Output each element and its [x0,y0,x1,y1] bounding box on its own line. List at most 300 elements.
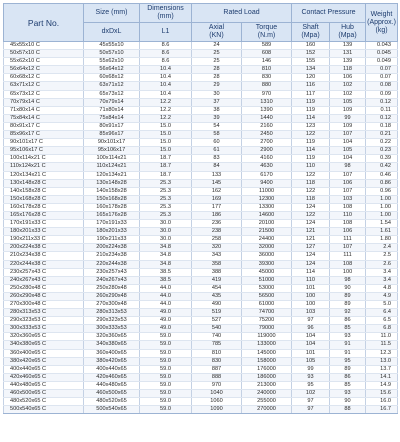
cell-hub: 118 [330,66,366,74]
cell-size: 260x290x48 [84,292,140,300]
cell-weight: 0.96 [366,187,398,195]
cell-size: 320x360x65 [84,333,140,341]
cell-l1: 59.0 [140,406,192,414]
cell-l1: 18.7 [140,163,192,171]
table-row [4,106,398,114]
cell-hub: 105 [330,98,366,106]
cell-hub: 88 [330,406,366,414]
cell-l1: 12.2 [140,106,192,114]
cell-hub: 102 [330,90,366,98]
header-size-group: Size (mm) [84,4,140,23]
cell-l1: 59.0 [140,333,192,341]
cell-size: 120x134x21 [84,171,140,179]
table-row [4,50,398,58]
cell-l1: 25.3 [140,211,192,219]
cell-hub: 98 [330,276,366,284]
cell-axial: 785 [192,341,242,349]
cell-torque: 880 [242,82,292,90]
cell-part-no: 140x158x28 C [4,187,84,195]
cell-weight: 1.61 [366,228,398,236]
cell-part-no: 170x191x33 C [4,220,84,228]
cell-part-no: 290x323x53 C [4,317,84,325]
cell-axial: 54 [192,122,242,130]
header-axial-label: Axial [208,24,225,31]
cell-axial: 133 [192,171,242,179]
cell-axial: 169 [192,195,242,203]
cell-shaft: 101 [292,284,330,292]
cell-size: 110x124x21 [84,163,140,171]
header-hub [330,23,366,42]
cell-axial: 30 [192,90,242,98]
cell-part-no: 71x80x14 C [4,106,84,114]
cell-size: 45x55x10 [84,42,140,50]
table-row [4,179,398,187]
cell-hub: 85 [330,325,366,333]
cell-l1: 15.0 [140,139,192,147]
cell-axial: 162 [192,187,242,195]
cell-torque: 6170 [242,171,292,179]
cell-l1: 15.0 [140,122,192,130]
cell-weight: 0.46 [366,171,398,179]
cell-part-no: 100x114x21 C [4,155,84,163]
cell-hub: 93 [330,333,366,341]
cell-torque: 53000 [242,284,292,292]
cell-shaft: 124 [292,203,330,211]
cell-part-no: 500x540x65 C [4,406,84,414]
cell-l1: 49.0 [140,317,192,325]
cell-size: 190x211x33 [84,236,140,244]
cell-hub: 106 [330,228,366,236]
cell-axial: 61 [192,147,242,155]
cell-shaft: 95 [292,381,330,389]
cell-weight: 15.6 [366,390,398,398]
cell-hub: 109 [330,122,366,130]
cell-shaft: 134 [292,66,330,74]
cell-shaft: 114 [292,147,330,155]
cell-shaft: 160 [292,42,330,50]
cell-torque: 830 [242,74,292,82]
cell-l1: 59.0 [140,365,192,373]
table-row [4,163,398,171]
cell-axial: 236 [192,220,242,228]
cell-l1: 59.0 [140,357,192,365]
header-axial [192,23,242,42]
cell-torque: 970 [242,90,292,98]
cell-weight: 16.0 [366,398,398,406]
cell-size: 160x178x28 [84,203,140,211]
cell-weight: 1.00 [366,195,398,203]
header-shaft-label: Shaft [302,24,319,31]
header-hub-unit: (Mpa) [338,32,357,39]
cell-size: 170x191x33 [84,220,140,228]
cell-size: 70x79x14 [84,98,140,106]
cell-weight: 13.7 [366,365,398,373]
cell-part-no: 190x211x33 C [4,236,84,244]
cell-weight: 1.80 [366,236,398,244]
cell-torque: 4160 [242,155,292,163]
header-weight [366,4,398,42]
cell-weight: 0.07 [366,66,398,74]
cell-axial: 540 [192,325,242,333]
cell-torque: 2160 [242,122,292,130]
cell-l1: 59.0 [140,390,192,398]
cell-hub: 105 [330,147,366,155]
cell-l1: 15.0 [140,131,192,139]
header-weight-approx: (Approx.) [367,18,396,26]
cell-weight: 0.86 [366,179,398,187]
cell-size: 165x176x28 [84,211,140,219]
cell-shaft: 114 [292,114,330,122]
table-row [4,398,398,406]
cell-axial: 24 [192,42,242,50]
table-row [4,292,398,300]
cell-axial: 519 [192,309,242,317]
cell-shaft: 116 [292,82,330,90]
cell-shaft: 96 [292,325,330,333]
cell-axial: 60 [192,139,242,147]
cell-torque: 74700 [242,309,292,317]
cell-weight: 0.12 [366,114,398,122]
cell-hub: 86 [330,317,366,325]
cell-part-no: 130x148x28 C [4,179,84,187]
cell-l1: 10.4 [140,74,192,82]
cell-size: 340x380x65 [84,341,140,349]
cell-hub: 108 [330,220,366,228]
cell-torque: 1390 [242,106,292,114]
cell-weight: 0.08 [366,82,398,90]
cell-hub: 111 [330,252,366,260]
cell-l1: 34.8 [140,260,192,268]
cell-weight: 14.1 [366,373,398,381]
table-row [4,317,398,325]
cell-torque: 270000 [242,406,292,414]
cell-part-no: 55x62x10 C [4,58,84,66]
cell-torque: 240000 [242,390,292,398]
table-row [4,42,398,50]
cell-hub: 104 [330,139,366,147]
cell-part-no: 420x460x65 C [4,373,84,381]
cell-size: 80x91x17 [84,122,140,130]
cell-part-no: 150x168x28 C [4,195,84,203]
cell-axial: 25 [192,50,242,58]
cell-weight: 6.4 [366,309,398,317]
table-row [4,268,398,276]
cell-axial: 258 [192,236,242,244]
cell-l1: 8.6 [140,50,192,58]
cell-hub: 107 [330,187,366,195]
cell-shaft: 99 [292,365,330,373]
cell-hub: 107 [330,244,366,252]
cell-axial: 810 [192,349,242,357]
cell-axial: 358 [192,260,242,268]
cell-part-no: 90x101x17 C [4,139,84,147]
cell-weight: 6.8 [366,325,398,333]
cell-hub: 85 [330,381,366,389]
cell-part-no: 440x480x65 C [4,381,84,389]
cell-weight: 0.22 [366,139,398,147]
cell-l1: 38.5 [140,268,192,276]
cell-part-no: 45x55x10 C [4,42,84,50]
cell-l1: 30.0 [140,236,192,244]
cell-hub: 91 [330,341,366,349]
table-row [4,260,398,268]
cell-size: 290x323x53 [84,317,140,325]
cell-l1: 49.0 [140,325,192,333]
cell-weight: 12.3 [366,349,398,357]
cell-weight: 13.0 [366,357,398,365]
cell-axial: 887 [192,365,242,373]
cell-torque: 158000 [242,357,292,365]
cell-torque: 145000 [242,349,292,357]
cell-hub: 91 [330,349,366,357]
cell-l1: 10.4 [140,66,192,74]
table-row [4,228,398,236]
cell-weight: 0.12 [366,98,398,106]
table-row [4,325,398,333]
cell-shaft: 97 [292,317,330,325]
cell-shaft: 120 [292,74,330,82]
table-row [4,236,398,244]
table-row [4,74,398,82]
cell-part-no: 200x224x38 C [4,244,84,252]
cell-weight: 0.09 [366,90,398,98]
cell-l1: 15.0 [140,147,192,155]
cell-torque: 186000 [242,373,292,381]
cell-shaft: 97 [292,398,330,406]
cell-hub: 139 [330,58,366,66]
cell-part-no: 480x520x65 C [4,398,84,406]
header-size-sub: dxDxL [84,23,140,42]
cell-part-no: 320x360x65 C [4,333,84,341]
cell-axial: 419 [192,276,242,284]
cell-part-no: 50x57x10 C [4,50,84,58]
cell-part-no: 120x134x21 C [4,171,84,179]
header-weight-unit: (kg) [375,26,388,34]
cell-axial: 28 [192,74,242,82]
cell-hub: 89 [330,365,366,373]
cell-weight: 4.8 [366,284,398,292]
cell-torque: 20100 [242,220,292,228]
cell-axial: 29 [192,82,242,90]
cell-hub: 106 [330,179,366,187]
table-row [4,211,398,219]
cell-l1: 12.2 [140,98,192,106]
cell-weight: 1.00 [366,203,398,211]
cell-shaft: 122 [292,171,330,179]
cell-torque: 79000 [242,325,292,333]
cell-axial: 1060 [192,398,242,406]
cell-torque: 2700 [242,139,292,147]
cell-size: 400x440x65 [84,365,140,373]
cell-size: 140x158x28 [84,187,140,195]
cell-shaft: 119 [292,155,330,163]
cell-l1: 10.4 [140,90,192,98]
cell-hub: 99 [330,114,366,122]
table-row [4,66,398,74]
cell-hub: 90 [330,398,366,406]
cell-size: 480x520x65 [84,398,140,406]
cell-part-no: 220x244x38 C [4,260,84,268]
cell-part-no: 63x71x12 C [4,82,84,90]
cell-shaft: 118 [292,179,330,187]
cell-shaft: 155 [292,58,330,66]
cell-hub: 98 [330,163,366,171]
cell-l1: 34.8 [140,252,192,260]
header-dimensions-group: Dimensions (mm) [140,4,192,23]
cell-hub: 102 [330,82,366,90]
cell-l1: 44.0 [140,301,192,309]
cell-torque: 13300 [242,203,292,211]
cell-torque: 2450 [242,131,292,139]
cell-torque: 75200 [242,317,292,325]
cell-l1: 8.6 [140,42,192,50]
cell-axial: 454 [192,284,242,292]
cell-torque: 51000 [242,276,292,284]
cell-weight: 0.045 [366,50,398,58]
table-row [4,276,398,284]
cell-weight: 14.9 [366,381,398,389]
cell-weight: 0.11 [366,106,398,114]
table-row [4,122,398,130]
table-row [4,187,398,195]
cell-weight: 5.0 [366,301,398,309]
cell-torque: 12300 [242,195,292,203]
cell-shaft: 100 [292,292,330,300]
cell-size: 270x300x48 [84,301,140,309]
cell-axial: 1040 [192,390,242,398]
cell-hub: 109 [330,106,366,114]
cell-size: 420x460x65 [84,373,140,381]
cell-l1: 18.7 [140,171,192,179]
cell-axial: 177 [192,203,242,211]
cell-size: 75x84x14 [84,114,140,122]
cell-hub: 107 [330,171,366,179]
cell-size: 380x420x65 [84,357,140,365]
cell-axial: 83 [192,155,242,163]
cell-l1: 49.0 [140,309,192,317]
cell-l1: 8.6 [140,58,192,66]
cell-axial: 830 [192,357,242,365]
cell-size: 85x96x17 [84,131,140,139]
cell-size: 150x168x28 [84,195,140,203]
cell-torque: 608 [242,50,292,58]
cell-l1: 44.0 [140,284,192,292]
cell-l1: 25.3 [140,195,192,203]
cell-l1: 59.0 [140,341,192,349]
spec-sheet [3,3,397,414]
cell-size: 55x62x10 [84,58,140,66]
cell-torque: 14600 [242,211,292,219]
cell-size: 360x400x65 [84,349,140,357]
cell-axial: 970 [192,381,242,389]
cell-weight: 4.9 [366,292,398,300]
cell-hub: 103 [330,195,366,203]
cell-part-no: 240x267x43 C [4,276,84,284]
cell-torque: 1440 [242,114,292,122]
header-torque-label: Torque [255,24,278,31]
table-row [4,171,398,179]
table-row [4,301,398,309]
cell-part-no: 160x178x28 C [4,203,84,211]
cell-shaft: 103 [292,309,330,317]
cell-l1: 44.0 [140,292,192,300]
cell-axial: 435 [192,292,242,300]
table-row [4,220,398,228]
cell-part-no: 280x313x53 C [4,309,84,317]
cell-weight: 0.39 [366,155,398,163]
cell-size: 230x257x43 [84,268,140,276]
table-row [4,131,398,139]
cell-l1: 25.3 [140,187,192,195]
table-row [4,58,398,66]
cell-shaft: 117 [292,90,330,98]
cell-axial: 38 [192,106,242,114]
cell-part-no: 230x257x43 C [4,268,84,276]
cell-shaft: 122 [292,187,330,195]
cell-size: 60x68x12 [84,74,140,82]
cell-shaft: 121 [292,228,330,236]
cell-size: 210x234x38 [84,252,140,260]
table-row [4,203,398,211]
table-row [4,373,398,381]
cell-torque: 36000 [242,252,292,260]
table-row [4,82,398,90]
cell-axial: 527 [192,317,242,325]
cell-shaft: 105 [292,357,330,365]
cell-torque: 119000 [242,333,292,341]
cell-weight: 0.043 [366,42,398,50]
cell-size: 130x148x28 [84,179,140,187]
cell-size: 50x57x10 [84,50,140,58]
cell-part-no: 360x400x65 C [4,349,84,357]
cell-axial: 1090 [192,406,242,414]
cell-size: 100x114x21 [84,155,140,163]
table-row [4,252,398,260]
cell-size: 500x540x65 [84,406,140,414]
cell-weight: 3.4 [366,268,398,276]
cell-l1: 38.5 [140,276,192,284]
cell-axial: 740 [192,333,242,341]
cell-shaft: 124 [292,260,330,268]
cell-weight: 2.6 [366,260,398,268]
cell-part-no: 210x234x38 C [4,252,84,260]
cell-shaft: 118 [292,195,330,203]
cell-torque: 1310 [242,98,292,106]
cell-torque: 39300 [242,260,292,268]
cell-shaft: 93 [292,373,330,381]
cell-shaft: 100 [292,301,330,309]
cell-axial: 58 [192,131,242,139]
cell-size: 250x280x48 [84,284,140,292]
cell-torque: 2900 [242,147,292,155]
cell-part-no: 260x290x48 C [4,292,84,300]
cell-torque: 255000 [242,398,292,406]
cell-part-no: 85x96x17 C [4,131,84,139]
cell-part-no: 70x79x14 C [4,98,84,106]
cell-weight: 0.18 [366,122,398,130]
cell-shaft: 110 [292,163,330,171]
cell-axial: 25 [192,58,242,66]
cell-shaft: 102 [292,390,330,398]
cell-axial: 28 [192,66,242,74]
table-row [4,406,398,414]
cell-hub: 89 [330,301,366,309]
cell-l1: 25.3 [140,203,192,211]
cell-axial: 84 [192,163,242,171]
cell-torque: 45000 [242,268,292,276]
header-axial-unit: (KN) [209,32,224,39]
cell-shaft: 97 [292,406,330,414]
